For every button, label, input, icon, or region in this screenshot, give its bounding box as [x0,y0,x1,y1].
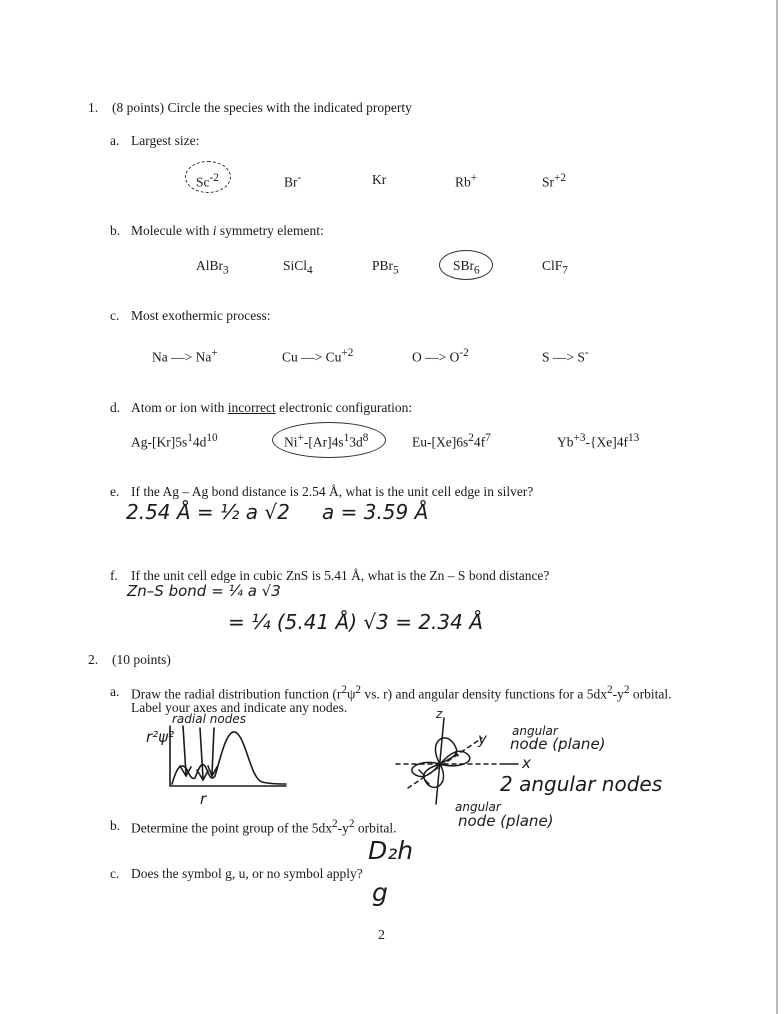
q2a-prompt-line1: Draw the radial distribution function ($r^2\psi^2$ vs. r) and angular density functions for a $5dx^2-y^2$ orbital. [131,684,672,702]
q1c-option-3[interactable]: S —> S- [542,347,589,365]
q1f-letter: f. [110,568,118,583]
axis-z-label: z [436,707,443,721]
axis-x-label: x [522,754,531,772]
q1f-prompt: If the unit cell edge in cubic ZnS is 5.41 Å, what is the Zn – S bond distance? [131,568,550,583]
q1-heading: (8 points) Circle the species with the indicated property [112,100,412,115]
q1e-letter: e. [110,484,120,499]
q1e-prompt: If the Ag – Ag bond distance is 2.54 Å, what is the unit cell edge in silver? [131,484,534,499]
q2c-letter: c. [110,866,120,881]
axis-y-label: y [478,730,487,748]
q1d-option-1[interactable]: $Ni^+-[Ar]4s^13d^8$ [284,432,369,450]
q1c-prompt: Most exothermic process: [131,308,271,323]
q1d-letter: d. [110,400,121,415]
q2c-prompt: Does the symbol g, u, or no symbol apply? [131,866,363,881]
q2-heading: (10 points) [112,652,171,667]
q1c-letter: c. [110,308,120,323]
q2-number: 2. [88,652,99,667]
q1b-option-3[interactable]: SBr$_6$ [453,258,480,277]
q1a-option-0[interactable]: $Sc^{-2}$ [196,172,219,190]
q1a-option-4[interactable]: $Sr^{+2}$ [542,172,566,190]
angular-node-label-2a: angular [455,800,501,814]
q1a-letter: a. [110,133,120,148]
q2c-handwritten-answer: g [372,878,388,907]
q1f-handwritten-line1: Zn–S bond = ¼ a √3 [127,582,281,600]
page-number: 2 [378,928,385,943]
q1b-prompt: Molecule with i symmetry element: [131,223,324,238]
radial-x-axis-label: r [200,790,207,808]
q1d-option-2[interactable]: $Eu-[Xe]6s^24f^7$ [412,432,491,450]
q1a-option-1[interactable]: Br- [284,172,302,190]
q1c-option-0[interactable]: Na —> Na+ [152,347,218,365]
q1d-option-3[interactable]: $Yb^{+3}-\{Xe]4f^{13}$ [557,432,640,450]
q1b-option-1[interactable]: SiCl$_4$ [283,258,313,277]
q1f-handwritten-line2: = ¼ (5.41 Å) √3 = 2.34 Å [228,610,483,634]
q1b-option-4[interactable]: ClF$_7$ [542,258,568,277]
q1a-prompt: Largest size: [131,133,200,148]
q1b-option-0[interactable]: AlBr$_3$ [196,258,229,277]
q1a-option-2[interactable]: Kr [372,172,387,187]
q1-number: 1. [88,100,99,115]
q2b-prompt: Determine the point group of the $5dx^2-y^2$ orbital. [131,818,397,836]
q2b-handwritten-answer: D₂h [368,836,414,865]
radial-nodes-label: radial nodes [172,712,246,726]
two-angular-nodes-label: 2 angular nodes [500,772,663,796]
q1d-option-0[interactable]: $Ag-[Kr]5s^14d^{10}$ [131,432,218,450]
q1e-handwritten-equation: 2.54 Å = ½ a √2 [126,500,290,524]
q1b-option-2[interactable]: PBr$_5$ [372,258,399,277]
q1a-option-3[interactable]: Rb+ [455,172,478,190]
q2a-prompt-line2: Label your axes and indicate any nodes. [131,700,348,715]
q1c-option-2[interactable]: O —> $O^{-2}$ [412,347,469,365]
q2b-letter: b. [110,818,121,833]
q1d-prompt: Atom or ion with incorrect electronic configuration: [131,400,413,415]
q1c-option-1[interactable]: Cu —> $Cu^{+2}$ [282,347,354,365]
q1e-handwritten-result: a = 3.59 Å [322,500,429,524]
angular-node-label-2b: node (plane) [458,812,554,830]
q2a-letter: a. [110,684,120,699]
radial-y-axis-label: r²ψ² [146,728,175,746]
angular-node-label-1a: angular [512,724,558,738]
q1b-letter: b. [110,223,121,238]
angular-node-label-1b: node (plane) [510,735,606,753]
